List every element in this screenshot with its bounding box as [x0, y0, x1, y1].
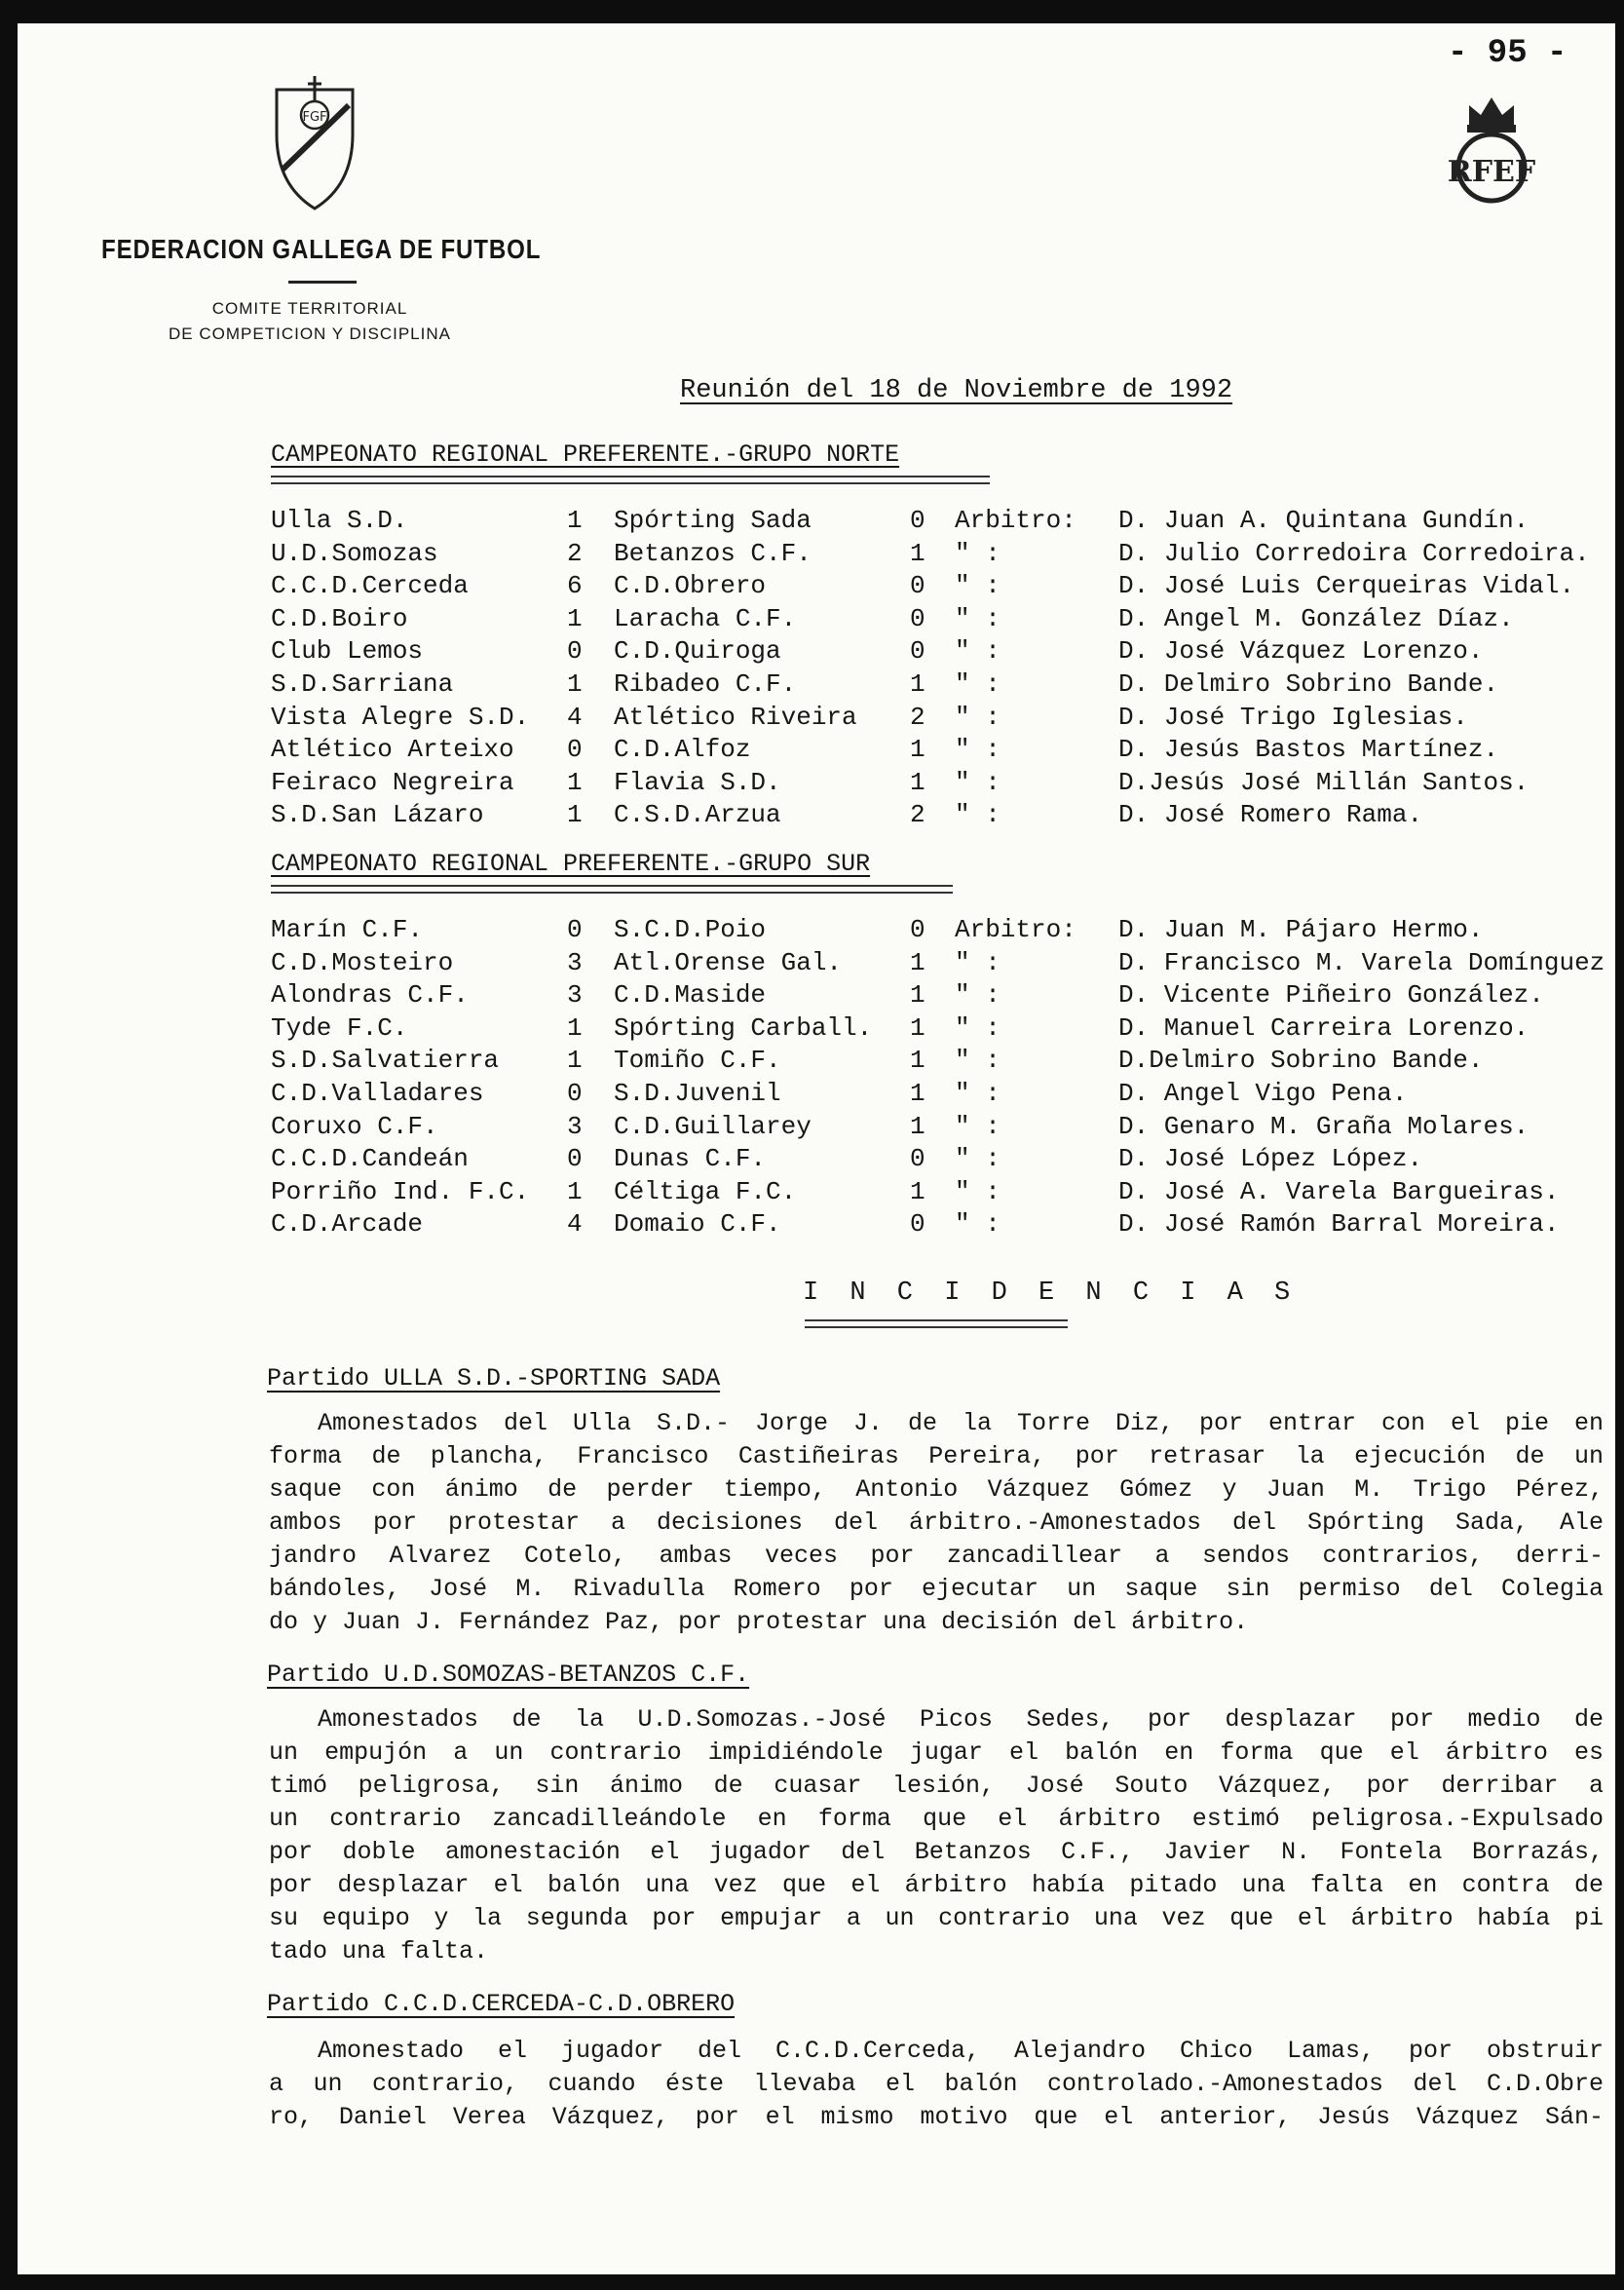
away-score: 0 [910, 1144, 925, 1174]
away-team: Domaio C.F. [614, 1209, 781, 1240]
referee-name: D. Julio Corredoira Corredoira. [1118, 538, 1590, 568]
referee-label: " : [955, 702, 1001, 732]
home-score: 1 [567, 800, 583, 830]
match-row [271, 603, 1615, 636]
referee-name: D. Vicente Piñeiro González. [1118, 980, 1544, 1011]
home-team: Ulla S.D. [271, 506, 408, 535]
match-row [271, 1078, 1615, 1111]
away-score: 0 [910, 506, 925, 535]
referee-label: " : [955, 800, 1001, 830]
away-score: 2 [910, 800, 925, 830]
incidencias-double-rule [805, 1319, 1068, 1328]
home-score: 3 [567, 980, 583, 1011]
home-team: Atlético Arteixo [271, 735, 514, 765]
home-team: Tyde F.C. [271, 1012, 408, 1043]
referee-label: " : [955, 947, 1001, 977]
away-team: Atl.Orense Gal. [614, 947, 843, 977]
away-score: 0 [910, 636, 925, 667]
text-line: a un contrario, cuando éste llevaba el balón controlado.-Amonestados del C.D.Obre [269, 2070, 1604, 2098]
match-row [271, 1143, 1615, 1176]
referee-name: D. Francisco M. Varela Domínguez [1118, 947, 1605, 977]
referee-name: D. Jesús Bastos Martínez. [1118, 735, 1499, 765]
text-line: timó peligrosa, sin ánimo de cuasar lesión, José Souto Vázquez, por derribar a [269, 1772, 1604, 1800]
referee-name: D. José Trigo Iglesias. [1118, 702, 1468, 732]
text-line: por doble amonestación el jugador del Betanzos C.F., Javier N. Fontela Borrazás, [269, 1838, 1604, 1866]
home-team: Feiraco Negreira [271, 767, 514, 797]
incident-title-cerceda: Partido C.C.D.CERCEDA-C.D.OBRERO [267, 1990, 736, 2018]
referee-label: " : [955, 636, 1001, 667]
match-row [271, 635, 1615, 668]
referee-label: " : [955, 1176, 1001, 1206]
text-line: un contrario zancadilleándole en forma que el árbitro estimó peligrosa.-Expulsado [269, 1805, 1604, 1833]
page-number: - 95 - [1448, 35, 1567, 72]
federation-shield-logo [273, 76, 357, 212]
incident-text-cerceda [269, 2035, 1604, 2134]
away-team: Betanzos C.F. [614, 538, 812, 568]
crown-emblem-logo [1448, 88, 1535, 205]
referee-label: " : [955, 538, 1001, 568]
away-team: Spórting Sada [614, 506, 812, 535]
home-team: Vista Alegre S.D. [271, 702, 530, 732]
text-line: forma de plancha, Francisco Castiñeiras Pereira, por retrasar la ejecución de un [269, 1442, 1604, 1470]
home-score: 1 [567, 603, 583, 633]
match-row [271, 734, 1615, 767]
away-team: C.S.D.Arzua [614, 800, 781, 830]
away-team: S.D.Juvenil [614, 1078, 781, 1108]
section-title-sur: CAMPEONATO REGIONAL PREFERENTE.-GRUPO SUR [271, 850, 871, 878]
away-score: 1 [910, 980, 925, 1011]
match-row [271, 1208, 1615, 1241]
away-score: 1 [910, 735, 925, 765]
results-table-sur [271, 914, 1615, 1241]
away-score: 1 [910, 1012, 925, 1043]
away-score: 1 [910, 538, 925, 568]
referee-name: D. José Romero Rama. [1118, 800, 1423, 830]
results-table-norte [271, 505, 1615, 832]
referee-name: D. Manuel Carreira Lorenzo. [1118, 1012, 1530, 1043]
away-team: Ribadeo C.F. [614, 668, 797, 699]
away-score: 0 [910, 1209, 925, 1240]
home-team: Coruxo C.F. [271, 1111, 438, 1141]
incident-title-ulla: Partido ULLA S.D.-SPORTING SADA [267, 1364, 721, 1393]
text-line: jandro Alvarez Cotelo, ambas veces por zancadillear a sendos contrarios, derri- [269, 1542, 1604, 1570]
crown-logo-text: RFEF [1448, 155, 1535, 189]
match-row [271, 1176, 1615, 1209]
committee-name [95, 296, 524, 347]
text-line: ambos por protestar a decisiones del árbitro.-Amonestados del Spórting Sada, Ale [269, 1508, 1604, 1537]
text-line: un empujón a un contrario impidiéndole jugar el balón en forma que el árbitro es [269, 1738, 1604, 1767]
match-row [271, 570, 1615, 603]
match-row [271, 1012, 1615, 1046]
incident-text-ulla [269, 1407, 1604, 1639]
away-score: 0 [910, 603, 925, 633]
referee-name: D. Angel Vigo Pena. [1118, 1078, 1408, 1108]
referee-label: " : [955, 1209, 1001, 1240]
referee-name: D.Delmiro Sobrino Bande. [1118, 1046, 1484, 1076]
incidencias-title: I N C I D E N C I A S [803, 1279, 1299, 1308]
home-team: S.D.Sarriana [271, 668, 454, 699]
home-team: Porriño Ind. F.C. [271, 1176, 530, 1206]
section-double-rule [271, 885, 953, 894]
referee-name: D. Juan M. Pájaro Hermo. [1118, 915, 1484, 944]
text-line: ro, Daniel Verea Vázquez, por el mismo motivo que el anterior, Jesús Vázquez Sán- [269, 2103, 1604, 2131]
home-score: 4 [567, 702, 583, 732]
away-team: C.D.Guillarey [614, 1111, 812, 1141]
away-team: Dunas C.F. [614, 1144, 767, 1174]
away-score: 1 [910, 767, 925, 797]
home-score: 0 [567, 1078, 583, 1108]
away-team: Atlético Riveira [614, 702, 857, 732]
away-score: 2 [910, 702, 925, 732]
home-team: C.C.D.Candeán [271, 1144, 469, 1174]
match-row [271, 1045, 1615, 1078]
home-team: Club Lemos [271, 636, 424, 667]
text-line: por desplazar el balón una vez que el árbitro había pitado una falta en contra de [269, 1871, 1604, 1899]
away-team: Tomiño C.F. [614, 1046, 781, 1076]
away-team: Céltiga F.C. [614, 1176, 797, 1206]
away-score: 0 [910, 571, 925, 601]
referee-name: D. Delmiro Sobrino Bande. [1118, 668, 1499, 699]
home-score: 3 [567, 947, 583, 977]
referee-label: " : [955, 980, 1001, 1011]
referee-label: " : [955, 668, 1001, 699]
incident-text-somozas [269, 1703, 1604, 1968]
home-team: C.D.Boiro [271, 603, 408, 633]
home-score: 0 [567, 915, 583, 944]
away-team: Spórting Carball. [614, 1012, 873, 1043]
referee-name: D. José Ramón Barral Moreira. [1118, 1209, 1560, 1240]
referee-name: D. José Luis Cerqueiras Vidal. [1118, 571, 1575, 601]
text-line: Amonestado el jugador del C.C.D.Cerceda, Alejandro Chico Lamas, por obstruir [318, 2037, 1604, 2065]
match-row [271, 505, 1615, 538]
incident-title-somozas: Partido U.D.SOMOZAS-BETANZOS C.F. [267, 1660, 750, 1689]
match-row [271, 668, 1615, 702]
text-line: saque con ánimo de perder tiempo, Antonio Vázquez Gómez y Juan M. Trigo Pérez, [269, 1475, 1604, 1504]
home-score: 1 [567, 668, 583, 699]
away-team: Flavia S.D. [614, 767, 781, 797]
home-team: C.D.Arcade [271, 1209, 424, 1240]
home-score: 3 [567, 1111, 583, 1141]
away-team: C.D.Quiroga [614, 636, 781, 667]
referee-label: " : [955, 1012, 1001, 1043]
away-score: 1 [910, 1046, 925, 1076]
away-score: 1 [910, 1078, 925, 1108]
away-team: C.D.Maside [614, 980, 767, 1011]
referee-name: D. Genaro M. Graña Molares. [1118, 1111, 1530, 1141]
referee-name: D. José López López. [1118, 1144, 1423, 1174]
referee-name: D. Juan A. Quintana Gundín. [1118, 506, 1530, 535]
home-score: 2 [567, 538, 583, 568]
referee-name: D. Angel M. González Díaz. [1118, 603, 1514, 633]
home-team: S.D.Salvatierra [271, 1046, 500, 1076]
home-team: C.C.D.Cerceda [271, 571, 469, 601]
match-row [271, 947, 1615, 980]
document-page [18, 23, 1615, 2274]
away-team: Laracha C.F. [614, 603, 797, 633]
home-score: 0 [567, 735, 583, 765]
home-team: Marín C.F. [271, 915, 424, 944]
away-score: 1 [910, 1111, 925, 1141]
away-score: 0 [910, 915, 925, 944]
referee-label: " : [955, 603, 1001, 633]
referee-label: " : [955, 1144, 1001, 1174]
home-score: 0 [567, 1144, 583, 1174]
meeting-title: Reunión del 18 de Noviembre de 1992 [680, 376, 1233, 405]
match-row [271, 767, 1615, 800]
section-double-rule [271, 476, 990, 484]
referee-name: D. José A. Varela Bargueiras. [1118, 1176, 1560, 1206]
home-team: C.D.Mosteiro [271, 947, 454, 977]
home-team: S.D.San Lázaro [271, 800, 484, 830]
text-line: Amonestados de la U.D.Somozas.-José Picos Sedes, por desplazar por medio de [318, 1705, 1604, 1734]
committee-line-1: COMITE TERRITORIAL [211, 299, 408, 318]
match-row [271, 799, 1615, 832]
home-score: 1 [567, 1176, 583, 1206]
federation-name: FEDERACION GALLEGA DE FUTBOL [101, 234, 542, 264]
home-score: 1 [567, 1012, 583, 1043]
section-title-norte: CAMPEONATO REGIONAL PREFERENTE.-GRUPO NORTE [271, 440, 900, 469]
referee-label: Arbitro: [955, 915, 1076, 944]
away-team: C.D.Alfoz [614, 735, 751, 765]
home-score: 1 [567, 1046, 583, 1076]
match-row [271, 1111, 1615, 1144]
referee-label: " : [955, 767, 1001, 797]
text-line: tado una falta. [269, 1937, 489, 1966]
text-line: do y Juan J. Fernández Paz, por protestar una decisión del árbitro. [269, 1608, 1249, 1636]
away-score: 1 [910, 1176, 925, 1206]
referee-label: " : [955, 571, 1001, 601]
match-row [271, 702, 1615, 735]
home-score: 4 [567, 1209, 583, 1240]
away-score: 1 [910, 947, 925, 977]
away-team: S.C.D.Poio [614, 915, 767, 944]
home-team: C.D.Valladares [271, 1078, 484, 1108]
shield-logo-text: FGF [302, 110, 327, 125]
referee-name: D.Jesús José Millán Santos. [1118, 767, 1530, 797]
home-score: 0 [567, 636, 583, 667]
home-team: U.D.Somozas [271, 538, 438, 568]
referee-label: " : [955, 735, 1001, 765]
match-row [271, 538, 1615, 571]
match-row [271, 979, 1615, 1012]
away-team: C.D.Obrero [614, 571, 767, 601]
committee-line-2: DE COMPETICION Y DISCIPLINA [169, 324, 451, 343]
referee-label: " : [955, 1111, 1001, 1141]
home-score: 6 [567, 571, 583, 601]
federation-divider [288, 281, 357, 284]
home-score: 1 [567, 767, 583, 797]
text-line: bándoles, José M. Rivadulla Romero por ejecutar un saque sin permiso del Colegia [269, 1575, 1604, 1603]
home-team: Alondras C.F. [271, 980, 469, 1011]
away-score: 1 [910, 668, 925, 699]
text-line: su equipo y la segunda por empujar a un contrario una vez que el árbitro había pi [269, 1904, 1604, 1932]
referee-name: D. José Vázquez Lorenzo. [1118, 636, 1484, 667]
match-row [271, 914, 1615, 947]
referee-label: " : [955, 1078, 1001, 1108]
text-line: Amonestados del Ulla S.D.- Jorge J. de la Torre Diz, por entrar con el pie en [318, 1409, 1604, 1437]
referee-label: " : [955, 1046, 1001, 1076]
referee-label: Arbitro: [955, 506, 1076, 535]
home-score: 1 [567, 506, 583, 535]
